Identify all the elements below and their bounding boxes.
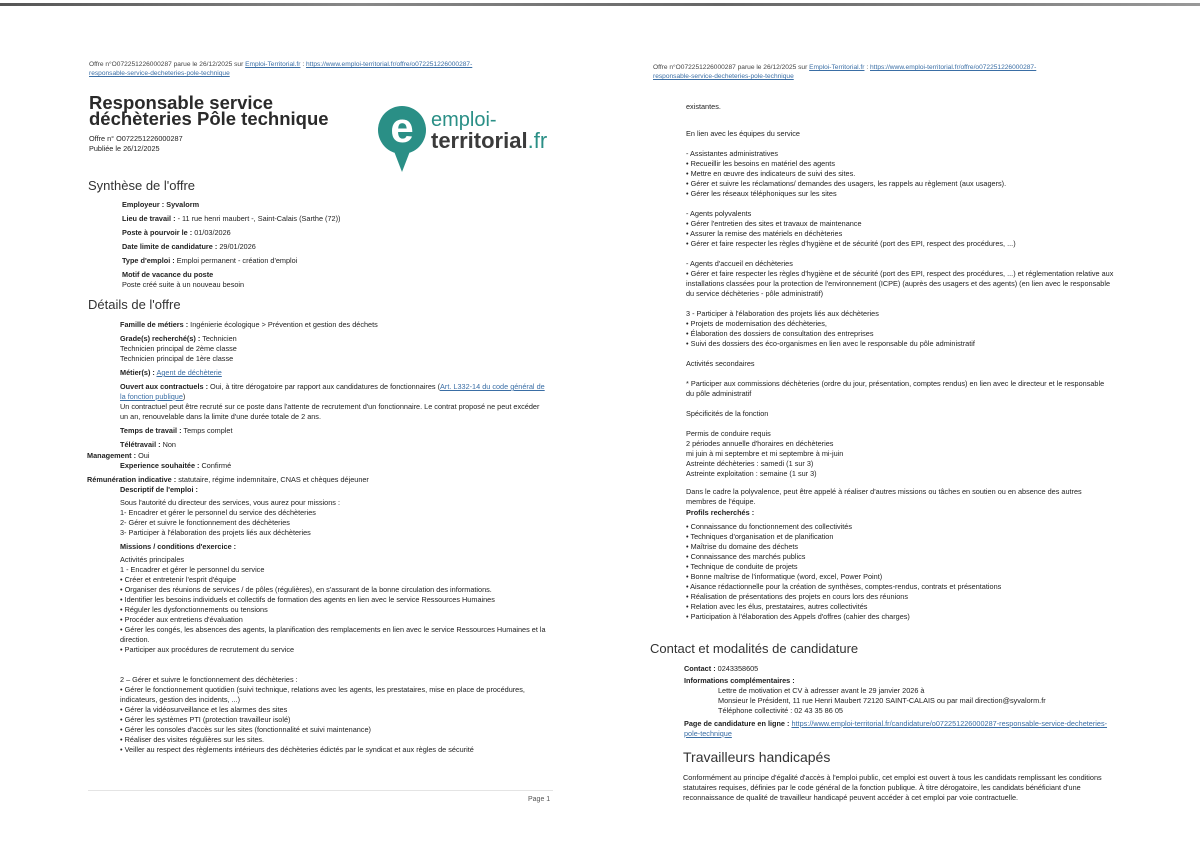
- list-item: - Agents d'accueil en déchèteries: [686, 259, 793, 268]
- spec-line: 2 périodes annuelle d'horaires en déchèteries: [686, 439, 834, 448]
- remote-label: Télétravail :: [120, 440, 161, 449]
- employer-value: Syvalorm: [166, 200, 200, 209]
- mission-line: • Participer aux procédures de recrutement du service: [120, 645, 295, 654]
- section-details: Détails de l'offre: [88, 297, 181, 312]
- title-line-1: Responsable service: [89, 92, 274, 113]
- profils-label: Profils recherchés :: [686, 508, 755, 517]
- page-header-2: [653, 63, 1113, 81]
- logo-text-2: [431, 130, 547, 152]
- contact-block: [684, 664, 1114, 739]
- list-item: - Assistantes administratives: [686, 149, 779, 158]
- profil-item: • Réalisation de présentations des projets en cours lors des réunions: [686, 592, 908, 601]
- mission-line: • Gérer le fonctionnement quotidien (suivi technique, relations avec les agents, les prestataires, mise en place de procédures, indicateurs, gestion des incidents, ...): [120, 685, 525, 704]
- pay-label: Rémunération indicative :: [87, 475, 177, 484]
- missions-label: Missions / conditions d'exercice :: [120, 542, 237, 551]
- mission-line: • Gérer les systèmes PTI (protection travailleur isolé): [120, 715, 291, 724]
- info-line: Téléphone collectivité : 02 43 35 86 05: [718, 706, 843, 715]
- post-value: 01/03/2026: [194, 228, 231, 237]
- time-label: Temps de travail :: [120, 426, 182, 435]
- mission-line: Activités principales: [120, 555, 185, 564]
- grade-2: Technicien principal de 2ème classe: [120, 344, 237, 353]
- desc-label: Descriptif de l'emploi :: [120, 485, 198, 494]
- list-item: • Gérer et faire respecter les règles d'hygiène et de sécurité (port des EPI, respect des procédures, ...): [686, 239, 1016, 248]
- list-item: • Élaboration des dossiers de consultation des entreprises: [686, 329, 874, 338]
- grade-3: Technicien principal de 1ère classe: [120, 354, 234, 363]
- contact-phone: 0243358605: [717, 664, 759, 673]
- profil-item: • Maîtrise du domaine des déchets: [686, 542, 799, 551]
- page-2: [600, 0, 1200, 849]
- details-block: [120, 320, 546, 450]
- header-prefix: Offre n°O072251226000287 parue le 26/12/2025 sur: [89, 61, 244, 68]
- profil-item: • Bonne maîtrise de l'informatique (word, excel, Power Point): [686, 572, 883, 581]
- section-handicap: Travailleurs handicapés: [683, 749, 831, 765]
- list-item: • Gérer l'entretien des sites et travaux de maintenance: [686, 219, 862, 228]
- mission-line: 2 – Gérer et suivre le fonctionnement des déchèteries :: [120, 675, 298, 684]
- list-item: • Recueillir les besoins en matériel des agents: [686, 159, 835, 168]
- text-lien: En lien avec les équipes du service: [686, 129, 800, 138]
- page2-content: [686, 102, 1114, 622]
- profil-item: • Techniques d'organisation et de planification: [686, 532, 834, 541]
- header-url-link[interactable]: https://www.emploi-territorial.fr/offre/o072251226000287-: [306, 61, 473, 68]
- list-item: • Assurer la remise des matériels en déchèteries: [686, 229, 843, 238]
- info-label: Informations complémentaires :: [684, 676, 795, 685]
- contract-close: ): [182, 392, 186, 401]
- mission-line: • Identifier les besoins individuels et collectifs de formation des agents en lien avec le service Ressources Humaines: [120, 595, 495, 604]
- motif-value: Poste créé suite à un nouveau besoin: [122, 280, 245, 289]
- mission-line: • Créer et entretenir l'esprit d'équipe: [120, 575, 237, 584]
- type-label: Type d'emploi :: [122, 256, 175, 265]
- desc-line: 1- Encadrer et gérer le personnel du service des déchèteries: [120, 508, 316, 517]
- header-url-link-2[interactable]: responsable-service-decheteries-pole-technique: [89, 70, 230, 77]
- list-item: • Gérer et suivre les réclamations/ demandes des usagers, les rappels au règlement (aux usagers).: [686, 179, 1007, 188]
- mission-line: • Gérer les consoles d'accès sur les sites (fonctionnalité et suivi maintenance): [120, 725, 371, 734]
- place-value: - 11 rue henri maubert -, Saint-Calais (Sarthe (72)): [177, 214, 341, 223]
- handicap-text: Conformément au principe d'égalité d'accès à l'emploi public, cet emploi est ouvert à tous les candidats remplissant les conditions statutaires requises, définies par le code général de la fonction publique. À titre dérogatoire, les candidats bénéficiant d'une reconnaissance de qualité de travailleur handicapé peuvent accéder à cet emploi par voie contractuelle.: [683, 773, 1102, 802]
- mission-line: • Réguler les dysfonctionnements ou tensions: [120, 605, 268, 614]
- offer-meta: [89, 134, 183, 153]
- list-item: • Gérer et faire respecter les règles d'hygiène et de sécurité (port des EPI, respect des procédures, ...) et réglementation relative aux installations classées pour la protection de l'environnement (ICPE) (auprès des usagers et des agents) (en lien avec le responsable du service déchèteries - pôle administratif): [686, 269, 1114, 298]
- family-label: Famille de métiers :: [120, 320, 189, 329]
- spec-line: Astreinte exploitation : semaine (1 sur 3): [686, 469, 817, 478]
- mission-line: • Gérer la vidéosurveillance et les alarmes des sites: [120, 705, 288, 714]
- profil-item: • Relation avec les élus, prestataires, autres collectivités: [686, 602, 868, 611]
- mission-line: • Veiller au respect des règlements intérieurs des déchèteries édictés par le syndicat et aux règles de sécurité: [120, 745, 474, 754]
- text-polyvalence: Dans le cadre la polyvalence, peut être appelé à réaliser d'autres missions ou tâches en soutien ou en absence des autres membres de l'équipe.: [686, 487, 1082, 506]
- time-value: Temps complet: [183, 426, 233, 435]
- motif-label: Motif de vacance du poste: [122, 270, 214, 279]
- profil-item: • Participation à l'élaboration des Appels d'offres (cahier des charges): [686, 612, 910, 621]
- mission-line: • Réaliser des visites régulières sur les sites.: [120, 735, 265, 744]
- exp-value: Confirmé: [201, 461, 232, 470]
- place-label: Lieu de travail :: [122, 214, 176, 223]
- list-item: • Mettre en œuvre des indicateurs de suivi des sites.: [686, 169, 856, 178]
- header-site-link[interactable]: Emploi-Territorial.fr: [245, 61, 301, 68]
- header-url-link[interactable]: https://www.emploi-territorial.fr/offre/o072251226000287-: [870, 64, 1037, 71]
- remote-value: Non: [162, 440, 176, 449]
- profil-item: • Connaissance des marchés publics: [686, 552, 806, 561]
- contact-label: Contact :: [684, 664, 716, 673]
- pay-value: statutaire, régime indemnitaire, CNAS et chèques déjeuner: [178, 475, 369, 484]
- info-line: Lettre de motivation et CV à adresser avant le 29 janvier 2026 à: [718, 686, 925, 695]
- offer-number: Offre n° O072251226000287: [89, 134, 183, 143]
- info-line: Monsieur le Président, 11 rue Henri Maubert 72120 SAINT-CALAIS ou par mail direction@syvalorm.fr: [718, 696, 1046, 705]
- page-title: [89, 92, 329, 129]
- grade-1: Technicien: [202, 334, 237, 343]
- grade-label: Grade(s) recherché(s) :: [120, 334, 201, 343]
- online-label: Page de candidature en ligne :: [684, 719, 790, 728]
- contract-value: Oui, à titre dérogatoire par rapport aux candidatures de fonctionnaires (: [210, 382, 441, 391]
- desc-line: Sous l'autorité du directeur des services, vous aurez pour missions :: [120, 498, 340, 507]
- logo-tld: .fr: [527, 128, 548, 153]
- desc-line: 2- Gérer et suivre le fonctionnement des déchèteries: [120, 518, 290, 527]
- page-header: [89, 60, 549, 78]
- section-synthese: Synthèse de l'offre: [88, 178, 196, 193]
- list-item: - Agents polyvalents: [686, 209, 752, 218]
- page-number: Page 1: [528, 796, 551, 803]
- header-prefix: Offre n°O072251226000287 parue le 26/12/2025 sur: [653, 64, 808, 71]
- footer-divider: [88, 790, 553, 791]
- spec-line: mi juin à mi septembre et mi septembre à mi-juin: [686, 449, 844, 458]
- family-value: Ingénierie écologique > Prévention et gestion des déchets: [190, 320, 378, 329]
- type-value: Emploi permanent - création d'emploi: [176, 256, 298, 265]
- profil-item: • Technique de conduite de projets: [686, 562, 798, 571]
- list-item: • Suivi des dossiers des éco-organismes en lien avec le responsable du pôle administratif: [686, 339, 975, 348]
- title-line-2: déchèteries Pôle technique: [89, 108, 329, 129]
- profil-item: • Aisance rédactionnelle pour la création de synthèses, comptes-rendus, contrats et présentations: [686, 582, 1002, 591]
- list-item: 3 - Participer à l'élaboration des projets liés aux déchèteries: [686, 309, 879, 318]
- text-specificites: Spécificités de la fonction: [686, 409, 769, 418]
- profil-item: • Connaissance du fonctionnement des collectivités: [686, 522, 853, 531]
- deadline-value: 29/01/2026: [219, 242, 256, 251]
- details-block-3: [120, 485, 550, 755]
- spec-line: Permis de conduire requis: [686, 429, 771, 438]
- contract-label: Ouvert aux contractuels :: [120, 382, 208, 391]
- text-existantes: existantes.: [686, 102, 721, 111]
- publish-date: Publiée le 26/12/2025: [89, 143, 160, 153]
- text-commissions: * Participer aux commissions déchèteries (ordre du jour, présentation, comptes rendus) en lien avec le directeur et le responsable du pôle administratif: [686, 379, 1105, 398]
- header-site-link[interactable]: Emploi-Territorial.fr: [809, 64, 865, 71]
- mgmt-label: Management :: [87, 451, 137, 460]
- mgmt-value: Oui: [138, 451, 150, 460]
- synthese-block: [122, 200, 542, 290]
- exp-label: Experience souhaitée :: [120, 461, 200, 470]
- contract-text: Un contractuel peut être recruté sur ce poste dans l'attente de recrutement d'un fonctionnaire. Le contrat proposé ne peut excéder un an, renouvelable dans la limite d'une durée totale de 2 ans.: [120, 402, 540, 421]
- header-url-link-2[interactable]: responsable-service-decheteries-pole-technique: [653, 73, 794, 80]
- mission-line: • Gérer les congés, les absences des agents, la planification des remplacements en lien avec le service Ressources Humaines et la direction.: [120, 625, 546, 644]
- details-block-2: [87, 451, 547, 485]
- list-item: • Gérer les réseaux téléphoniques sur les sites: [686, 189, 837, 198]
- desc-line: 3- Participer à l'élaboration des projets liés aux déchèteries: [120, 528, 311, 537]
- contract-law-link[interactable]: Art. L332-14 du code général de la fonction publique: [120, 382, 545, 401]
- section-contact: Contact et modalités de candidature: [650, 641, 859, 656]
- post-label: Poste à pourvoir le :: [122, 228, 193, 237]
- emploi-territorial-logo: [378, 106, 553, 176]
- mission-line: 1 - Encadrer et gérer le personnel du service: [120, 565, 265, 574]
- metier-link[interactable]: Agent de déchèterie: [156, 368, 222, 377]
- header-colon: :: [866, 64, 869, 71]
- spec-line: Astreinte déchèteries : samedi (1 sur 3): [686, 459, 814, 468]
- employer-label: Employeur :: [122, 200, 165, 209]
- header-colon: :: [302, 61, 305, 68]
- logo-text-2-main: territorial: [431, 128, 528, 153]
- list-item: • Projets de modernisation des déchèteries,: [686, 319, 827, 328]
- deadline-label: Date limite de candidature :: [122, 242, 218, 251]
- mission-line: • Organiser des réunions de services / de pôles (régulières), en s'assurant de la bonne circulation des informations.: [120, 585, 492, 594]
- online-application-link[interactable]: https://www.emploi-territorial.fr/candidature/o072251226000287-responsable-service-decheteries-pole-technique: [684, 719, 1108, 738]
- mission-line: • Procéder aux entretiens d'évaluation: [120, 615, 243, 624]
- metier-label: Métier(s) :: [120, 368, 155, 377]
- text-secondaires: Activités secondaires: [686, 359, 755, 368]
- logo-e-icon: e: [378, 106, 426, 154]
- logo-text-1: emploi-: [431, 109, 497, 131]
